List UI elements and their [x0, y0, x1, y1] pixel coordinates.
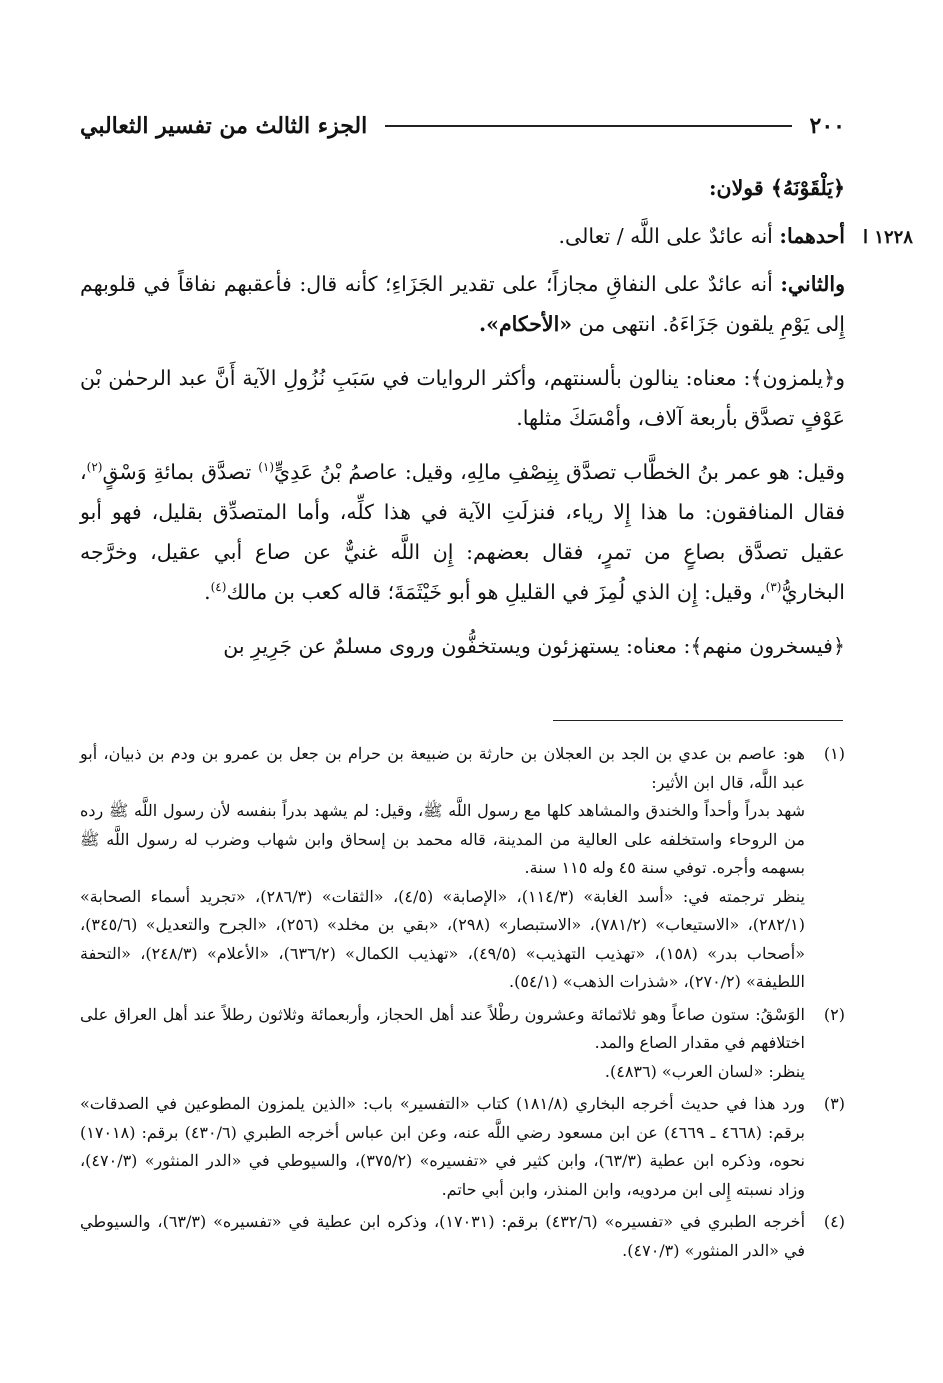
footnote-line: أخرجه الطبري في «تفسيره» (٤٣٢/٦) برقم: (١٧٠٣١)، وذكره ابن عطية في «تفسيره» (٦٣/٣)، والسيوطي في «الدر المنثور» (٤٧٠/٣).	[80, 1212, 806, 1260]
paragraph-text: و﴿يلمزون﴾: معناه: ينالون بألسنتهم، وأكثر الروايات في سَبَبِ نُزُولِ الآية أَنَّ عبد الرحمٰن بْن عَوْفٍ تصدَّق بأربعة آلاف، وأمْسَكَ مثلها.	[80, 366, 845, 430]
margin-note: ١٢٢٨ ا	[863, 227, 913, 248]
footnote-line: هو: عاصم بن عدي بن الجد بن العجلان بن حارثة بن ضبيعة بن حرام بن جعل بن عمرو بن ودم بن ذبيان، أبو عبد اللَّه، قال ابن الأثير:	[80, 744, 805, 792]
footnote-1	[80, 740, 845, 997]
footnote-line: الوَسْقُ: ستون صاعاً وهو ثلاثمائة وعشرون رطْلاً عند أهل الحجاز، وأربعمائة وثلاثون رطلاً عند أهل العراق على اختلافهم في مقدار الصاع والمد.	[80, 1004, 805, 1052]
footnote-2	[80, 1001, 845, 1087]
footnote-number: (٢)	[823, 1004, 845, 1024]
footnote-number: (٣)	[823, 1094, 845, 1113]
paragraph-text: تصدَّق بمائةِ وَسْقٍ	[102, 460, 259, 484]
footnote-body	[80, 1208, 805, 1265]
quran-quote: ﴿يَلْقَوْنَهُ﴾ قولان:	[708, 176, 845, 200]
paragraph-text: أنه عائدٌ على النفاقِ مجازاً؛ على تقدير الجَزَاءِ؛ كأنه قال: فأعقبهم نفاقاً في قلوبهم إِلى يَوْمِ يلقون جَزَاءَهُ. انتهى من	[80, 272, 845, 336]
paragraph-2	[80, 216, 845, 256]
source-title: «الأحكام».	[479, 312, 573, 336]
footnote-number: (٤)	[823, 1212, 845, 1231]
paragraph-text: .	[204, 580, 211, 604]
footnote-ref-2[interactable]: (٢)	[86, 460, 103, 475]
footnote-body	[80, 740, 805, 997]
footnote-line: ورد هذا في حديث أخرجه البخاري (١٨١/٨) كتاب «التفسير» باب: «الذين يلمزون المطوعين في الصدقات» برقم: (٤٦٦٨ ـ ٤٦٦٩) عن ابن مسعود رضي اللَّه عنه، وعن ابن عباس أخرجه الطبري (٤٣٠/٦) برقم: (١٧٠١٨) نحوه، وذكره ابن عطية (٦٣/٣)، وابن كثير في «تفسيره» (٣٧٥/٢)، والسيوطي في «الدر المنثور» (٤٧٠/٣)، وزاد نسبته إِلى ابن مردويه، وابن المنذر، وابن أبي حاتم.	[80, 1094, 806, 1199]
footnote-4	[80, 1208, 845, 1265]
footnote-divider	[553, 720, 843, 721]
footnote-ref-4[interactable]: (٤)	[210, 580, 227, 595]
footnote-line: ينظر: «لسان العرب» (٤٨٣٦).	[604, 1061, 805, 1081]
paragraph-5	[80, 452, 845, 612]
paragraph-4	[80, 358, 845, 438]
paragraph-6	[80, 626, 845, 666]
paragraph-text: وقيل: هو عمر بنُ الخطَّاب تصدَّق بِنِصْفِ مالِهِ، وقيل: عاصمُ بْنُ عَدِيٍّ	[274, 460, 846, 484]
footnotes	[80, 740, 845, 1269]
footnote-ref-3[interactable]: (٣)	[765, 580, 782, 595]
lead-word: أحدهما:	[779, 224, 845, 248]
footnote-line: ينظر ترجمته في: «أسد الغابة» (١١٤/٣)، «الإصابة» (٤/٥)، «الثقات» (٢٨٦/٣)، «تجريد أسماء الصحابة» (٢٨٢/١)، «الاستيعاب» (٧٨١/٢)، «الاستبصار» (٢٩٨)، «بقي بن مخلد» (٢٥٦)، «الجرح والتعديل» (٣٤٥/٦)، «أصحاب بدر» (١٥٨)، «تهذيب التهذيب» (٤٩/٥)، «تهذيب الكمال» (٦٣٦/٢)، «الأعلام» (٢٤٨/٣)، «التحفة اللطيفة» (٢٧٠/٢)، «شذرات الذهب» (٥٤/١).	[80, 886, 806, 991]
footnote-body	[80, 1090, 805, 1204]
footnote-number: (١)	[823, 744, 845, 763]
paragraph-text: ، وقيل: إِن الذي لُمِزَ في القليلِ هو أبو خَيْثَمَةَ؛ قاله كعب بن مالك	[226, 580, 766, 604]
paragraph-text: ، فقال المنافقون: ما هذا إِلا رياء، فنزلَتِ الآية في هذا كلِّه، وأما المتصدِّق بقليل، فهو أبو عقيل تصدَّق بصاعٍ من تمرٍ، فقال بعضهم: إِن اللَّه غنيٌّ عن صاع أبي عقيل، وخرَّجه البخاريُّ	[80, 460, 845, 604]
running-title: الجزء الثالث من تفسير الثعالبي	[80, 113, 368, 139]
paragraph-3	[80, 264, 845, 344]
footnote-3	[80, 1090, 845, 1204]
lead-word: والثاني:	[780, 272, 845, 296]
footnote-line: شهد بدراً وأحداً والخندق والمشاهد كلها مع رسول اللَّه ﷺ، وقيل: لم يشهد بدراً بنفسه لأن رسول اللَّه ﷺ رده من الروحاء واستخلفه على العالية من المدينة، قاله محمد بن إسحاق وابن شهاب وضرب له رسول اللَّه ﷺ بسهمه وأجره. توفي سنة ٤٥ وله ١١٥ سنة.	[80, 801, 806, 877]
paragraph-text: ﴿فيسخرون منهم﴾: معناه: يستهزئون ويستخفُّون وروى مسلمٌ عن جَرِيرِ بن	[223, 634, 845, 658]
paragraph-1	[80, 168, 845, 208]
footnote-ref-1[interactable]: (١)	[258, 460, 275, 475]
running-header	[80, 108, 845, 144]
footnote-body	[80, 1001, 805, 1087]
page-number: ٢٠٠	[809, 113, 845, 139]
paragraph-text: أنه عائدٌ على اللَّه / تعالى.	[558, 224, 780, 248]
header-rule	[385, 125, 791, 127]
main-text	[80, 168, 845, 674]
